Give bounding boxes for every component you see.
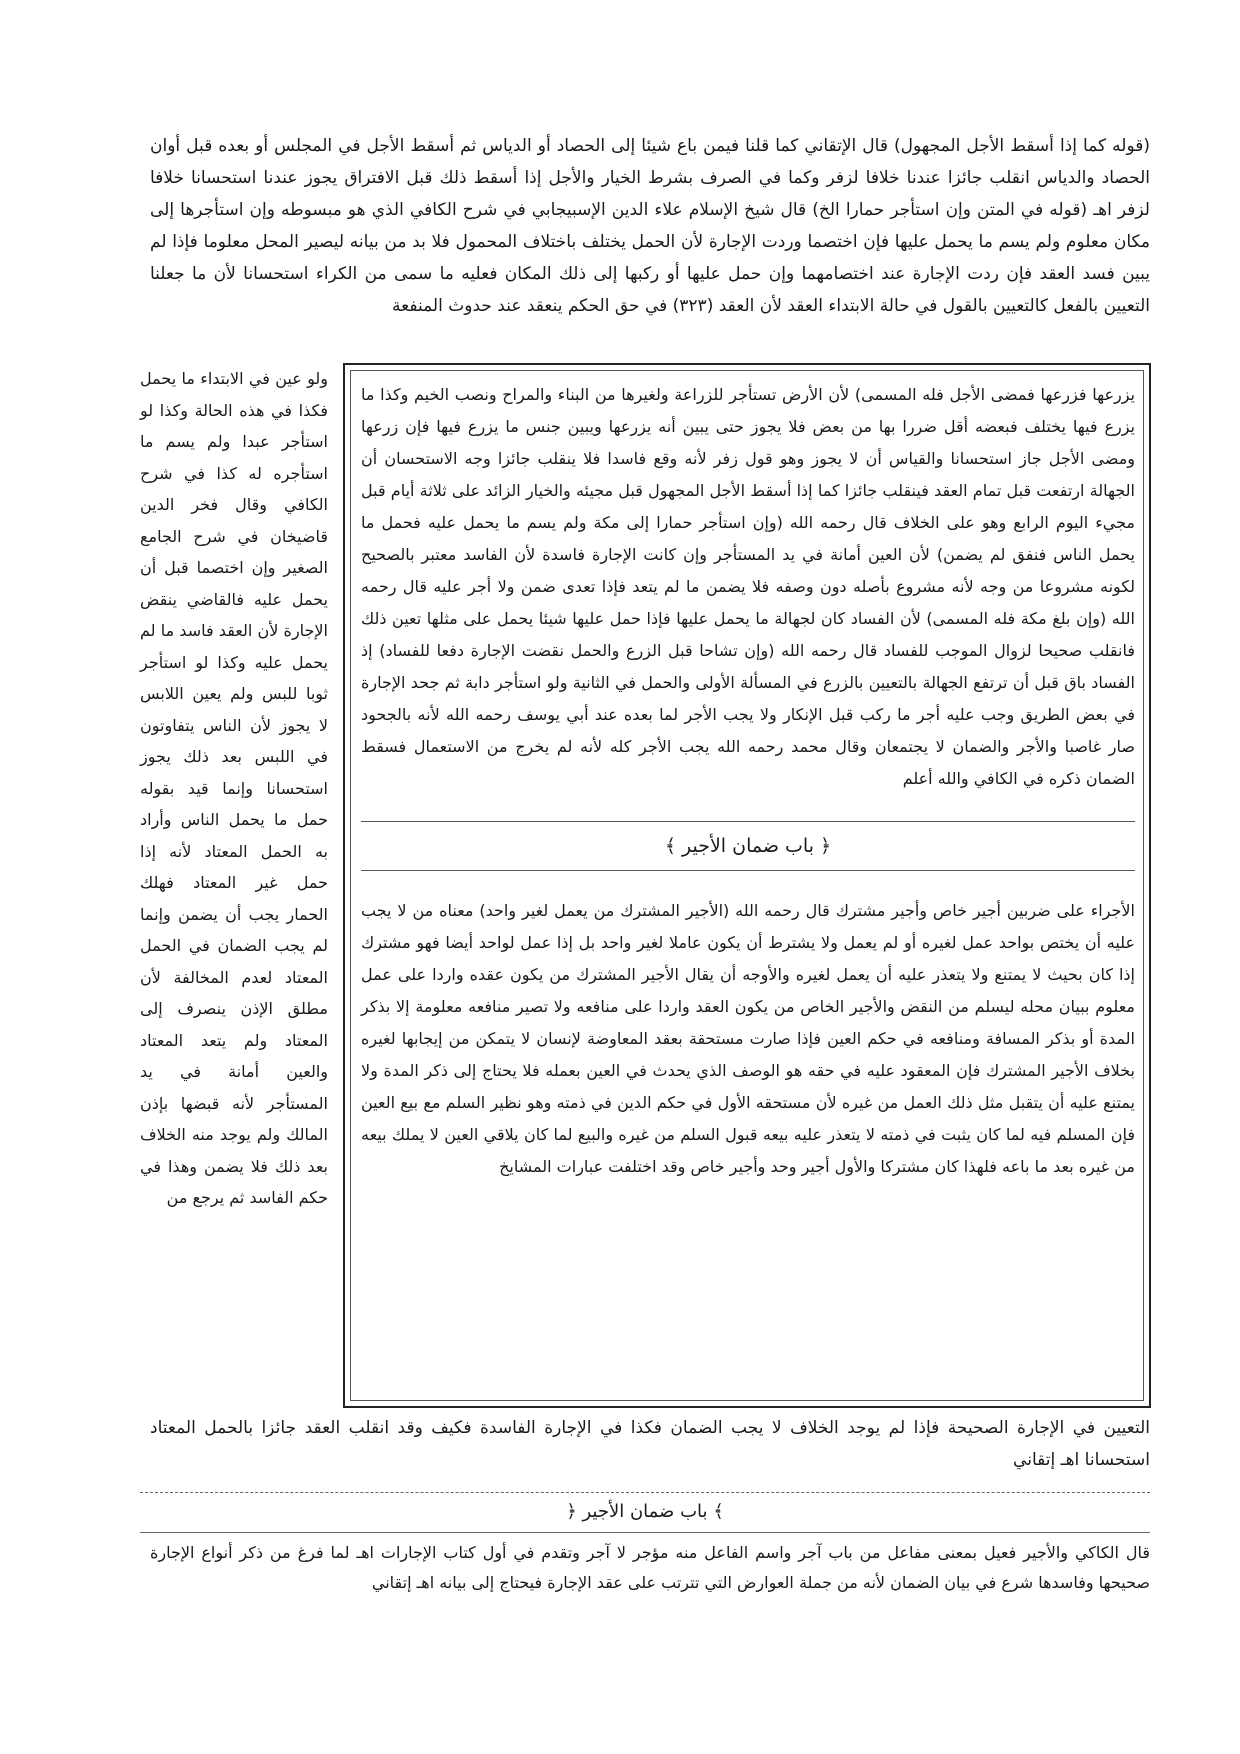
margin-gloss-text: ولو عين في الابتداء ما يحمل فكذا في هذه الحالة وكذا لو استأجر عبدا ولم يسم ما استأجره له كذا في شرح الكافي وقال فخر الدين قاضيخان في شرح الجامع الصغير وإن اختصما قبل أن يحمل عليه فالقاضي ينقض الإجارة لأن العقد فاسد ما لم يحمل عليه وكذا لو استأجر ثوبا للبس ولم يعين اللابس لا يجوز لأن الناس يتفاوتون في اللبس بعد ذلك يجوز استحسانا وإنما قيد بقوله حمل ما يحمل الناس وأراد به الحمل المعتاد لأنه إذا حمل غير المعتاد فهلك الحمار يجب أن يضمن وإنما لم يجب الضمان في الحمل المعتاد لعدم المخالفة لأن مطلق الإذن ينصرف إلى المعتاد ولم يتعد المعتاد والعين أمانة في يد المستأجر لأنه قبضها بإذن المالك ولم يوجد منه الخلاف بعد ذلك فلا يضمن وهذا في حكم الفاسد ثم يرجع من	[140, 369, 328, 1207]
continued-commentary-text: التعيين في الإجارة الصحيحة فإذا لم يوجد الخلاف لا يجب الضمان فكذا في الإجارة الفاسدة فكيف وقد انقلب العقد جائزا بالحمل المعتاد استحسانا اهـ إتقاني	[150, 1418, 1150, 1470]
chapter-heading: ﴿ باب ضمان الأجير ﴾	[361, 821, 1135, 871]
main-text-paragraph-2: الأجراء على ضربين أجير خاص وأجير مشترك قال رحمه الله (الأجير المشترك من يعمل لغير واحد) معناه من لا يجب عليه أن يختص بواحد عمل لغيره أو لم يعمل ولا يشترط أن يكون عاملا لغير واحد بل إذا عمل لواحد أيضا فهو مشترك إذا كان بحيث لا يمتنع ولا يتعذر عليه أن يعمل لغيره والأوجه أن يقال الأجير المشترك من يكون عقده واردا على عمل معلوم ببيان محله ليسلم من النقض والأجير الخاص من يكون العقد واردا على منافعه ولا تصير منافعه معلومة إلا بذكر المدة أو بذكر المسافة ومنافعه في حكم العين فإذا صارت مستحقة بعقد المعاوضة لإنسان لا يتمكن من إيجابها لغيره بخلاف الأجير المشترك فإن المعقود عليه في حقه هو الوصف الذي يحدث في العين بعمله فلا يحتاج إلى ذكر المدة ولا يمتنع عليه أن يتقبل مثل ذلك العمل من غيره لأن مستحقه الأول في حكم الدين في ذمته وهو نظير السلم مع بيع العين فإن المسلم فيه لما كان يثبت في ذمته لا يتعذر عليه بيعه قبول السلم من غيره والبيع لما كان يلاقي العين لا يملك بيعه من غيره بعد ما باعه فلهذا كان مشتركا والأول أجير وحد وأجير خاص وقد اختلفت عبارات المشايخ	[361, 901, 1135, 1176]
main-text-paragraph-1: يزرعها فزرعها فمضى الأجل فله المسمى) لأن الأرض تستأجر للزراعة ولغيرها من البناء والمراح ونصب الخيم وكذا ما يزرع فيها يختلف فبعضه أقل ضررا بها من بعض فلا يجوز حتى يبين أنه يزرعها ويبين جنس ما يزرع فيها فإن زرعها ومضى الأجل جاز استحسانا والقياس أن لا يجوز وهو قول زفر لأنه وقع فاسدا فلا ينقلب جائزا وجه الاستحسان أن الجهالة ارتفعت قبل تمام العقد فينقلب جائزا كما إذا أسقط الأجل المجهول قبل مجيئه والخيار الزائد على ثلاثة أيام قبل مجيء اليوم الرابع وهو على الخلاف قال رحمه الله (وإن استأجر حمارا إلى مكة ولم يسم ما يحمل عليه فحمل ما يحمل الناس فنفق لم يضمن) لأن العين أمانة في يد المستأجر وإن كانت الإجارة فاسدة لأن الفاسد معتبر بالصحيح لكونه مشروعا من وجه لأنه مشروع بأصله دون وصفه فلا يضمن ما لم يتعد فإذا تعدى ضمن ولا أجر عليه قال رحمه الله (وإن بلغ مكة فله المسمى) لأن الفساد كان لجهالة ما يحمل عليها فإذا حمل عليها شيئا يحمل على مثلها تعين ذلك فانقلب صحيحا لزوال الموجب للفساد قال رحمه الله (وإن تشاحا قبل الزرع والحمل نقضت الإجارة دفعا للفساد) إذ الفساد باق قبل أن ترتفع الجهالة بالتعيين بالزرع في المسألة الأولى والحمل في الثانية ولو استأجر دابة ثم جحد الإجارة في بعض الطريق وجب عليه أجر ما ركب قبل الإنكار ولا يجب الأجر لما بعده عند أبي يوسف رحمه الله لأنه بالجحود صار غاصبا والأجر والضمان لا يجتمعان وقال محمد رحمه الله يجب الأجر كله لأنه لم يخرج من الاستعمال فسقط الضمان ذكره في الكافي والله أعلم	[361, 385, 1135, 788]
margin-gloss-column	[140, 363, 328, 1214]
divider-line	[140, 1532, 1150, 1533]
main-text-content	[361, 379, 1135, 1183]
main-text-frame	[343, 363, 1151, 1408]
footnote-chapter-heading: ﴿ باب ضمان الأجير ﴾	[566, 1501, 724, 1522]
footnote-block	[150, 1538, 1150, 1598]
divider-line	[140, 1492, 1150, 1493]
continued-commentary-block	[150, 1412, 1150, 1476]
footnote-text: قال الكاكي والأجير فعيل بمعنى مفاعل من باب آجر واسم الفاعل منه مؤجر لا آجر وتقدم في أول كتاب الإجارات اهـ لما فرغ من ذكر أنواع الإجارة صحيحها وفاسدها شرع في بيان الضمان لأنه من جملة العوارض التي تترتب على عقد الإجارة فيحتاج إلى بيانه اهـ إتقاني	[150, 1543, 1150, 1592]
top-commentary-text: (قوله كما إذا أسقط الأجل المجهول) قال الإتقاني كما قلنا فيمن باع شيئا إلى الحصاد أو الدياس ثم أسقط الأجل في المجلس أو بعده قبل أوان الحصاد والدياس انقلب جائزا عندنا خلافا لزفر وكما في الصرف بشرط الخيار والأجل إذا أسقط ذلك قبل الافتراق يجوز عندنا استحسانا خلافا لزفر اهـ (قوله في المتن وإن استأجر حمارا الخ) قال شيخ الإسلام علاء الدين الإسبيجابي في شرح الكافي الذي هو مبسوطه وإن استأجرها إلى مكان معلوم ولم يسم ما يحمل عليها فإن اختصما وردت الإجارة لأن الحمل يختلف باختلاف المحمول فلا بد من بيانه ليصير المحل معلوما فإذا لم يبين فسد العقد فإن ردت الإجارة عند اختصامهما وإن حمل عليها أو ركبها إلى ذلك المكان فعليه ما سمى من الكراء استحسانا لأن ما جعلنا التعيين بالفعل كالتعيين بالقول في حالة الابتداء العقد لأن العقد (٣٢٣) في حق الحكم ينعقد عند حدوث المنفعة	[150, 136, 1150, 316]
top-commentary-block	[150, 130, 1150, 322]
